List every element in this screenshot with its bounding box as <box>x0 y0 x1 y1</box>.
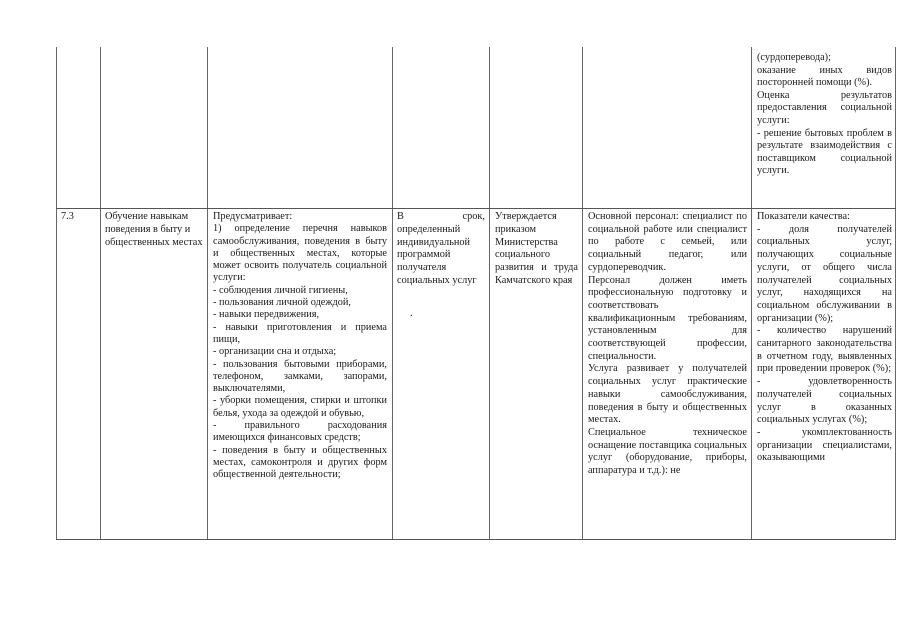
top-quality-line: оказание иных видов посторонней помощи (%). <box>757 64 892 89</box>
service-name: Обучение навыкам поведения в быту и общественных местах <box>105 211 203 248</box>
content-line: - организации сна и отдыха; <box>213 346 337 358</box>
top-quality-line: - решение бытовых проблем в результате взаимодействия с поставщиком социальной услуги. <box>757 127 892 177</box>
conditions-paragraph: Персонал должен иметь профессиональную подготовку и соответствовать квалификационным требованиям, установленным для соответствующей профессии, специальности. <box>588 274 747 362</box>
service-content-cell <box>213 211 387 539</box>
top-quality-cell <box>757 52 892 178</box>
content-line: - правильного расходования имеющихся финансовых средств; <box>213 420 387 444</box>
content-line: - навыки приготовления и приема пищи, <box>213 321 387 345</box>
conditions-paragraph: Услуга развивает у получателей социальных услуг практические навыки самообслуживания, поведения в быту и общественных местах. <box>588 363 747 426</box>
conditions-paragraph: Специальное техническое оснащение поставщика социальных услуг (оборудование, приборы, аппаратура и т.д.): не <box>588 426 747 477</box>
indicator-line: - удовлетворенность получателей социальных услуг в оказанных социальных услугах (%); <box>757 376 892 426</box>
indicator-line: - укомплектованность организации специалистами, оказывающими <box>757 426 892 464</box>
content-line: Предусматривает: <box>213 211 293 222</box>
top-quality-line: (сурдоперевода); <box>757 52 831 63</box>
indicator-line: - количество нарушений санитарного законодательства в отчетном году, выявленных при проведении проверок (%); <box>757 325 892 375</box>
content-line: - пользования личной одеждой, <box>213 297 351 309</box>
content-line: - соблюдения личной гигиены, <box>213 284 348 296</box>
indicator-line: Показатели качества: <box>757 211 850 222</box>
content-line: - навыки передвижения, <box>213 309 320 321</box>
service-tariff: Утверждается приказом Министерства социального развития и труда Камчатского края <box>495 211 578 286</box>
quality-indicators-cell <box>757 211 892 539</box>
top-quality-line: Оценка результатов предоставления социальной услуги: <box>757 89 892 126</box>
conditions-paragraph: Основной персонал: специалист по социальной работе или специалист по работе с семьей, или социальный педагог, или сурдопереводчик. <box>588 211 747 273</box>
indicator-line: - доля получателей социальных услуг, получающих социальные услуги, от общего числа получателей социальных услуг, находящихся на социальном обслуживании в организации (%); <box>757 223 892 324</box>
content-line: - пользования бытовыми приборами, телефоном, замками, запорами, выключателями, <box>213 358 387 395</box>
content-line: - уборки помещения, стирки и штопки белья, ухода за одеждой и обувью, <box>213 395 387 419</box>
term-dot: . <box>410 308 413 319</box>
content-line: - поведения в быту и общественных местах, самоконтроля и других форм общественной деятельности; <box>213 444 387 481</box>
row-number: 7.3 <box>61 211 74 222</box>
content-line: 1) определение перечня навыков самообслуживания, поведения в быту и общественных местах, которые может освоить получатель социальной услуги: <box>213 223 387 284</box>
service-conditions-cell <box>588 211 747 539</box>
service-term: В срок, определенный индивидуальной программой получателя социальных услуг <box>397 211 485 286</box>
